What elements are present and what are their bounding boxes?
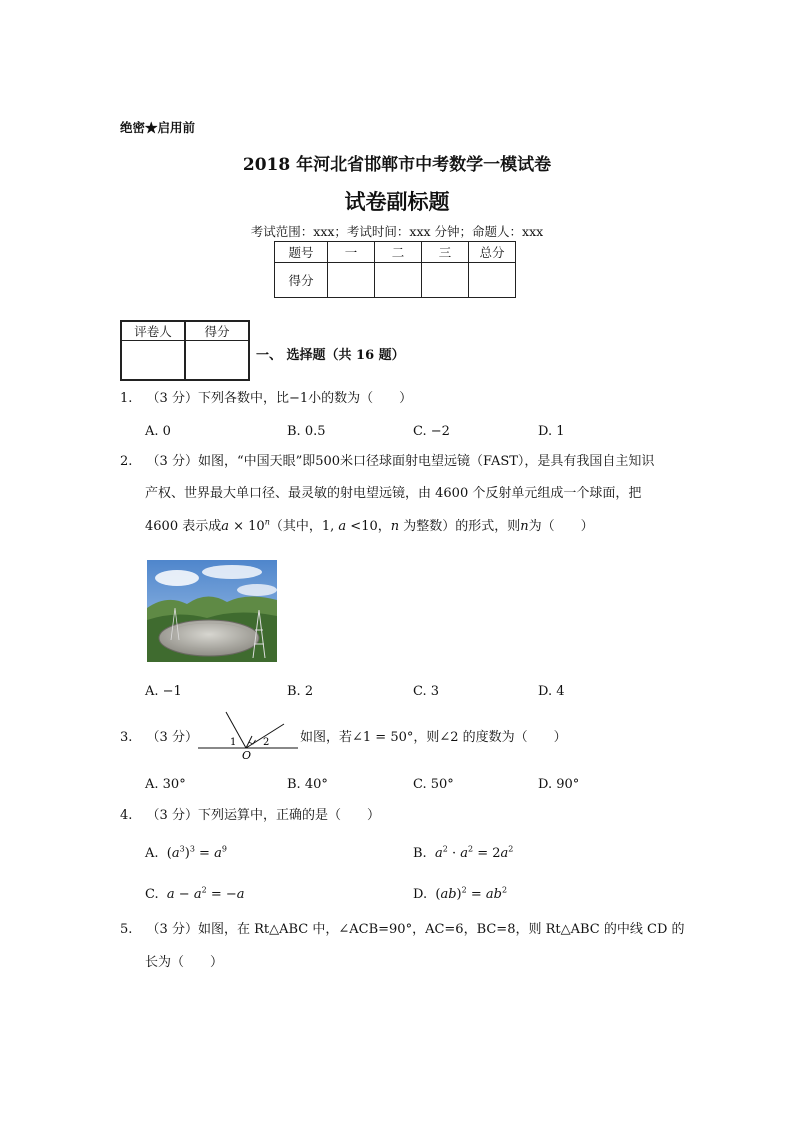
score-row-label: 得分 [275, 263, 328, 298]
q1-option-d[interactable]: D. 1 [538, 424, 565, 439]
score-header-cell: 三 [422, 242, 469, 263]
q2-text-part: <10， [350, 519, 391, 534]
q4-option-d[interactable]: D. $(ab)^2 = ab^2$ [413, 885, 508, 902]
question-number: 5. [120, 922, 133, 937]
q2-option-c[interactable]: C. 3 [413, 684, 440, 699]
q3-option-a[interactable]: A. 30° [145, 777, 186, 792]
q2-text-part: 为整数）的形式，则 [403, 519, 521, 534]
angle-label-1: 1 [230, 737, 237, 748]
q2-text-part: 为（ ） [528, 519, 594, 534]
formula-a: a [221, 519, 229, 534]
option-letter: B. [413, 846, 427, 861]
section-heading: 一、 选择题（共 16 题） [256, 348, 405, 363]
option-letter: A. [145, 846, 159, 861]
score-cell [328, 263, 375, 298]
q3-option-b[interactable]: B. 40° [287, 777, 328, 792]
question-3-text: 如图，若∠1 = 50°，则∠2 的度数为（ ） [300, 730, 567, 745]
q4-option-c[interactable]: C. $a - a^2 = -a$ [145, 885, 245, 902]
fast-telescope-photo [147, 560, 277, 662]
q4-option-b[interactable]: B. $a^2 \cdot a^2 = 2a^2$ [413, 844, 514, 861]
confidential-label: 绝密★启用前 [120, 120, 196, 135]
question-text: 如图，“中国天眼”即500米口径球面射电望远镜（FAST），是具有我国自主知识 [197, 454, 655, 469]
q1-option-c[interactable]: C. −2 [413, 424, 450, 439]
question-points: （3 分） [146, 730, 198, 745]
angle-label-2: 2 [263, 737, 270, 748]
q2-text-part: 4600 表示成 [145, 519, 222, 534]
question-number: 2. [120, 454, 133, 469]
angle-figure [196, 710, 300, 760]
question-5-line-2: 长为（ ） [145, 955, 224, 970]
score-header-cell: 一 [328, 242, 375, 263]
score-header-cell: 二 [375, 242, 422, 263]
q2-option-b[interactable]: B. 2 [287, 684, 314, 699]
q3-option-d[interactable]: D. 90° [538, 777, 580, 792]
q2-option-d[interactable]: D. 4 [538, 684, 565, 699]
grader-score-label: 得分 [185, 321, 249, 341]
option-letter: D. [413, 887, 428, 902]
q2-option-a[interactable]: A. −1 [145, 684, 182, 699]
question-2-line-2: 产权、世界最大单口径、最灵敏的射电望远镜，由 4600 个反射单元组成一个球面，把 [145, 486, 642, 501]
score-table [274, 241, 516, 298]
q2-text-part: （其中，1, [269, 519, 335, 534]
question-number: 3. [120, 730, 133, 745]
score-header-cell: 总分 [469, 242, 516, 263]
score-cell [375, 263, 422, 298]
question-points: （3 分） [146, 922, 198, 937]
question-4 [120, 809, 380, 822]
question-1 [120, 392, 412, 405]
question-3-prefix [120, 731, 198, 744]
question-number: 4. [120, 808, 133, 823]
score-header-cell: 题号 [275, 242, 328, 263]
exam-subtitle: 试卷副标题 [344, 189, 450, 214]
question-points: （3 分） [146, 454, 198, 469]
grader-label: 评卷人 [121, 321, 185, 341]
question-5 [120, 923, 685, 936]
q3-option-c[interactable]: C. 50° [413, 777, 454, 792]
score-cell [422, 263, 469, 298]
question-text: 如图，在 Rt△ABC 中，∠ACB=90°，AC=6，BC=8，则 Rt△ABC 的中线 CD 的 [197, 922, 685, 937]
question-text: 下列运算中，正确的是（ ） [197, 808, 380, 823]
score-cell [469, 263, 516, 298]
grader-score-cell [185, 341, 249, 381]
q1-option-b[interactable]: B. 0.5 [287, 424, 326, 439]
question-text: 下列各数中，比−1小的数为（ ） [197, 391, 413, 406]
q4-option-a[interactable]: A. $(a^3)^3 = a^9$ [145, 844, 227, 861]
exam-info: 考试范围：xxx；考试时间：xxx 分钟；命题人：xxx [250, 224, 544, 239]
option-letter: C. [145, 887, 159, 902]
question-2-line-3: 4600 表示成$a \times 10^n$（其中，1, a <10，n 为整数）的形式，则n为（ ） [145, 517, 594, 534]
exam-title: 2018 年河北省邯郸市中考数学一模试卷 [242, 155, 552, 175]
question-number: 1. [120, 391, 133, 406]
grader-cell [121, 341, 185, 381]
question-points: （3 分） [146, 391, 198, 406]
question-points: （3 分） [146, 808, 198, 823]
point-label-o: O [242, 749, 252, 760]
q1-option-a[interactable]: A. 0 [145, 424, 171, 439]
question-2 [120, 455, 654, 468]
grader-box [120, 320, 250, 381]
